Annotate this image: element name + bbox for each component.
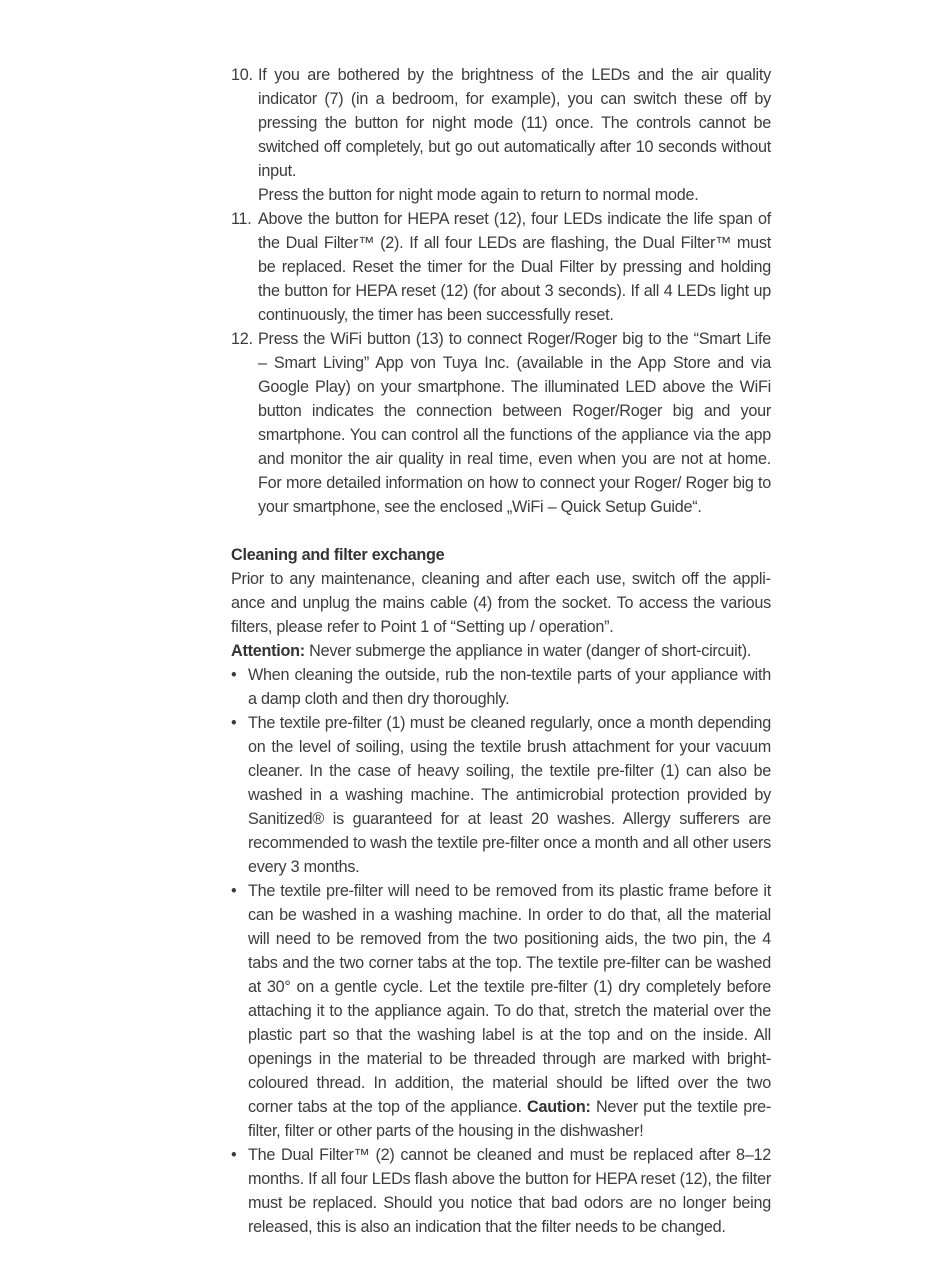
- manual-page: [231, 63, 771, 1239]
- bullet-dot: •: [231, 882, 237, 900]
- cleaning-section: [231, 543, 771, 1239]
- instruction-item-11: [231, 207, 771, 327]
- list-item: [231, 711, 771, 879]
- bullet-text: The textile pre-filter will need to be removed from its plastic frame before it can be washed in a washing machine. In order to do that, all the material will need to be removed from the two positioning aids, the two pin, the 4 tabs and the two corner tabs at the top. The textile pre-filter can be washed at 30° on a gentle cycle. Let the textile pre-filter (1) dry completely before attaching it to the appliance again. To do that, stretch the material over the plastic part so that the washing label is at the top and on the inside. All openings in the material to be threaded through are marked with bright-coloured thread. In addition, the material should be lifted over the two corner tabs at the top of the appliance.: [248, 882, 771, 1116]
- bullet-dot: •: [231, 1146, 237, 1164]
- attention-note: [231, 639, 771, 663]
- item-paragraph: If you are bothered by the brightness of the LEDs and the air quality indicator (7) (in a bedroom, for example), you can switch these off by pressing the button for night mode (11) once. The controls cannot be switched off completely, but go out automatically after 10 seconds without input.: [258, 66, 771, 180]
- item-paragraph: Above the button for HEPA reset (12), four LEDs indicate the life span of the Dual Filter™ (2). If all four LEDs are flashing, the Dual Filter™ must be replaced. Reset the timer for the Dual Filter by pressing and holding the button for HEPA reset (12) (for about 3 seconds). If all 4 LEDs light up continuously, the timer has been successfully reset.: [258, 210, 771, 324]
- attention-label: Attention:: [231, 642, 305, 660]
- item-number: 11.: [231, 210, 252, 228]
- list-item: [231, 879, 771, 1143]
- section-heading: Cleaning and filter exchange: [231, 546, 445, 564]
- instruction-item-12: [231, 327, 771, 519]
- bullet-dot: •: [231, 666, 237, 684]
- cleaning-bullet-list: [231, 663, 771, 1239]
- attention-text: Never submerge the appliance in water (danger of short-circuit).: [304, 642, 752, 660]
- list-item: [231, 1143, 771, 1239]
- bullet-text: The textile pre-filter (1) must be cleaned regularly, once a month depending on the level of soiling, using the textile brush attachment for your vacuum cleaner. In the case of heavy soiling, the textile pre-filter (1) can also be washed in a washing machine. The antimicrobial protection provided by Sanitized® is guaranteed for at least 20 washes. Allergy sufferers are recommended to wash the textile pre-filter once a month and all other users every 3 months.: [248, 714, 771, 876]
- item-number: 12.: [231, 330, 253, 348]
- bullet-dot: •: [231, 714, 237, 732]
- section-intro: Prior to any maintenance, cleaning and after each use, switch off the appliance and unplug the mains cable (4) from the socket. To access the various filters, please refer to Point 1 of “Setting up / operation”.: [231, 570, 771, 636]
- caution-label: Caution:: [527, 1098, 591, 1116]
- numbered-instructions: [231, 63, 771, 519]
- item-number: 10.: [231, 66, 253, 84]
- bullet-text: When cleaning the outside, rub the non-textile parts of your appliance with a damp cloth and then dry thoroughly.: [248, 666, 771, 708]
- bullet-text: The Dual Filter™ (2) cannot be cleaned and must be replaced after 8–12 months. If all four LEDs flash above the button for HEPA reset (12), the filter must be replaced. Should you notice that bad odors are no longer being released, this is also an indication that the filter needs to be changed.: [248, 1146, 771, 1236]
- instruction-item-10: [231, 63, 771, 207]
- item-paragraph: Press the WiFi button (13) to connect Roger/Roger big to the “Smart Life – Smart Living” App von Tuya Inc. (available in the App Store and via Google Play) on your smartphone. The illuminated LED above the WiFi button indicates the connection between Roger/Roger big and your smartphone. You can control all the functions of the appliance via the app and monitor the air quality in real time, even when you are not at home. For more detailed information on how to connect your Roger/ Roger big to your smartphone, see the enclosed „WiFi – Quick Setup Guide“.: [258, 330, 771, 516]
- caution-text: Never put the textile pre-filter, filter or other parts of the housing in the dishwasher!: [248, 1098, 771, 1140]
- list-item: [231, 663, 771, 711]
- item-paragraph: Press the button for night mode again to return to normal mode.: [258, 186, 699, 204]
